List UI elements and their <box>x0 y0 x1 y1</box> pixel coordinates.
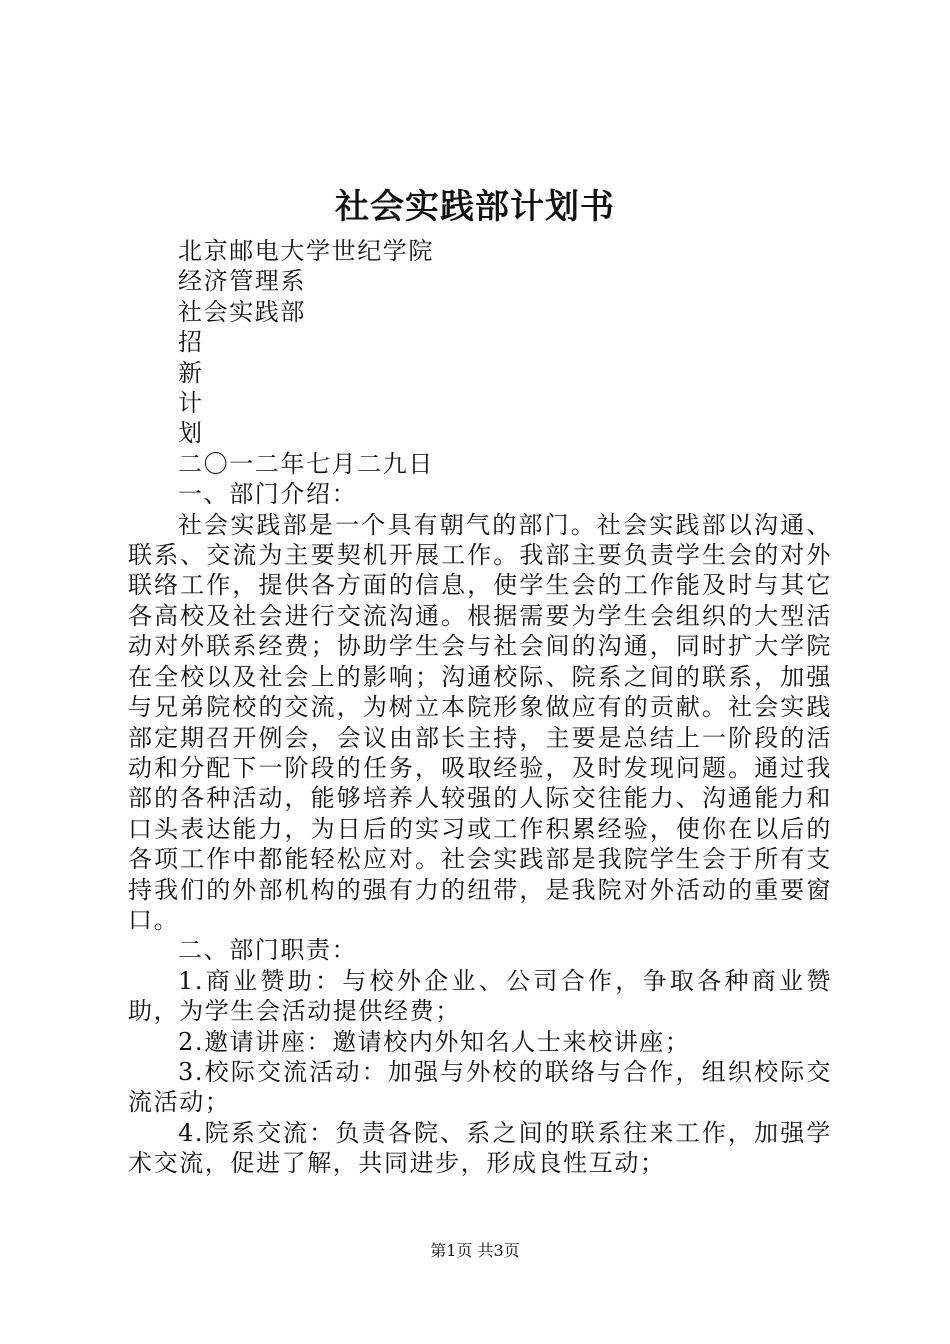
header-line-school: 北京邮电大学世纪学院 <box>178 237 434 265</box>
header-line-date: 二〇一二年七月二九日 <box>178 449 434 478</box>
list-item: 1.商业赞助：与校外企业、公司合作，争取各种商业赞助，为学生会活动提供经费； <box>128 966 832 1026</box>
document-body <box>128 236 832 1179</box>
header-line-char: 新 <box>178 358 204 387</box>
header-line-char: 招 <box>178 328 204 357</box>
list-item: 4.院系交流：负责各院、系之间的联系往来工作，加强学术交流，促进了解，共同进步，形成良性互动； <box>128 1118 832 1178</box>
list-item: 2.邀请讲座：邀请校内外知名人士来校讲座； <box>178 1027 691 1056</box>
header-line-section: 社会实践部 <box>178 297 306 326</box>
header-line-char: 划 <box>178 419 204 448</box>
header-line-department: 经济管理系 <box>178 267 306 296</box>
section-heading: 二、部门职责： <box>178 936 358 965</box>
header-line-char: 计 <box>178 389 204 418</box>
section-paragraph: 社会实践部是一个具有朝气的部门。社会实践部以沟通、联系、交流为主要契机开展工作。我部主要负责学生会的对外联络工作，提供各方面的信息，使学生会的工作能及时与其它各高校及社会进行交流沟通。根据需要为学生会组织的大型活动对外联系经费；协助学生会与社会间的沟通，同时扩大学院在全校以及社会上的影响；沟通校际、院系之间的联系，加强与兄弟院校的交流，为树立本院形象做应有的贡献。社会实践部定期召开例会，会议由部长主持，主要是总结上一阶段的活动和分配下一阶段的任务，吸取经验，及时发现问题。通过我部的各种活动，能够培养人较强的人际交往能力、沟通能力和口头表达能力，为日后的实习或工作积累经验，使你在以后的各项工作中都能轻松应对。社会实践部是我院学生会于所有支持我们的外部机构的强有力的纽带，是我院对外活动的重要窗口。 <box>128 510 832 934</box>
document-title: 社会实践部计划书 <box>335 187 615 227</box>
section-heading: 一、部门介绍： <box>178 480 358 509</box>
page-number: 第1页 共3页 <box>430 1241 520 1260</box>
list-item: 3.校际交流活动：加强与外校的联络与合作，组织校际交流活动； <box>128 1057 832 1117</box>
